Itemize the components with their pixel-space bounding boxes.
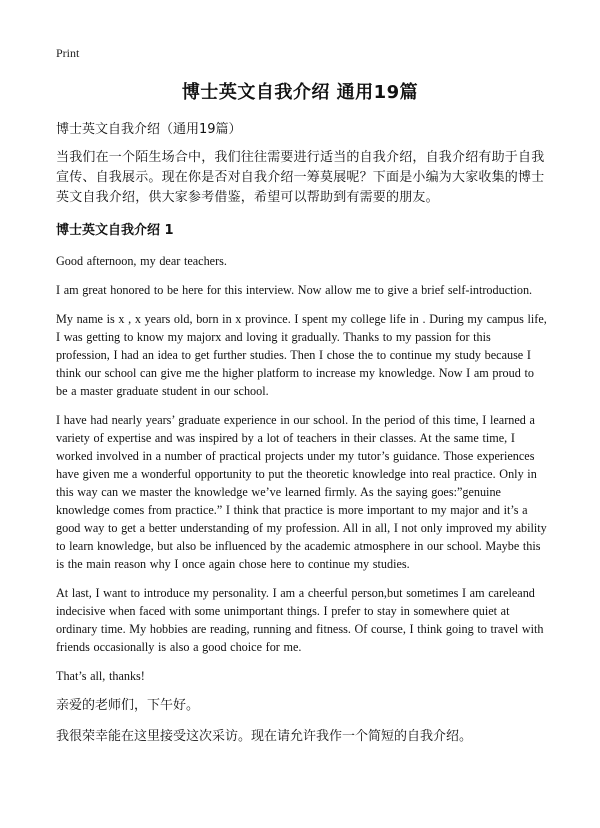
print-link[interactable]: Print — [56, 46, 80, 60]
page-title: 博士英文自我介绍 通用19篇 — [181, 82, 419, 103]
cn-paragraph-greeting: 亲爱的老师们，下午好。 — [56, 698, 200, 713]
paragraph-background: My name is x , x years old, born in x province. I spent my college life in . During my campus life, I was getting to know my majorx and loving it gradually. Thanks to my passion for this profession, I had an idea to get further studies. Then I chose the to continue my study because I think our school can give me the higher platform to increase my knowledge. Now I am proud to be a master graduate student in our school. — [56, 312, 547, 398]
paragraph-experience: I have had nearly years’ graduate experience in our school. In the period of this time, I learned a variety of expertise and was inspired by a lot of teachers in their classes. At the same time, I worked involved in a number of practical projects under my tutor’s guidance. Those experiences have given me a wonderful opportunity to put the theoretic knowledge into real practice. Only in this way can we master the knowledge we’ve learned firmly. As the saying goes:”genuine knowledge comes from practice.” I think that practice is more important to my major and it’s a good way to get a better understanding of my profession. All in all, I not only improved my ability to learn knowledge, but also be influenced by the academic atmosphere in our school. Maybe this is the main reason why I once again chose here to continue my studies. — [56, 413, 547, 571]
paragraph-closing: That’s all, thanks! — [56, 669, 145, 683]
paragraph-greeting: Good afternoon, my dear teachers. — [56, 254, 227, 268]
document-subtitle: 博士英文自我介绍（通用19篇） — [56, 122, 242, 137]
cn-paragraph-intro: 我很荣幸能在这里接受这次采访。现在请允许我作一个简短的自我介绍。 — [56, 729, 473, 744]
paragraph-personality: At last, I want to introduce my personality. I am a cheerful person,but sometimes I am careleand indecisive when faced with some unimportant things. I prefer to stay in somewhere quiet at ordinary time. My hobbies are reading, running and fitness. Of course, I think going to travel with friends occasionally is also a good choice for me. — [56, 586, 544, 654]
section-heading: 博士英文自我介绍 1 — [56, 223, 174, 238]
paragraph-honored: I am great honored to be here for this interview. Now allow me to give a brief self-introduction. — [56, 283, 533, 297]
document-body — [56, 120, 548, 758]
intro-paragraph: 当我们在一个陌生场合中，我们往往需要进行适当的自我介绍，自我介绍有助于自我宣传、自我展示。现在你是否对自我介绍一筹莫展呢？下面是小编为大家收集的博士英文自我介绍，供大家参考借鉴，希望可以帮助到有需要的朋友。 — [56, 150, 545, 205]
